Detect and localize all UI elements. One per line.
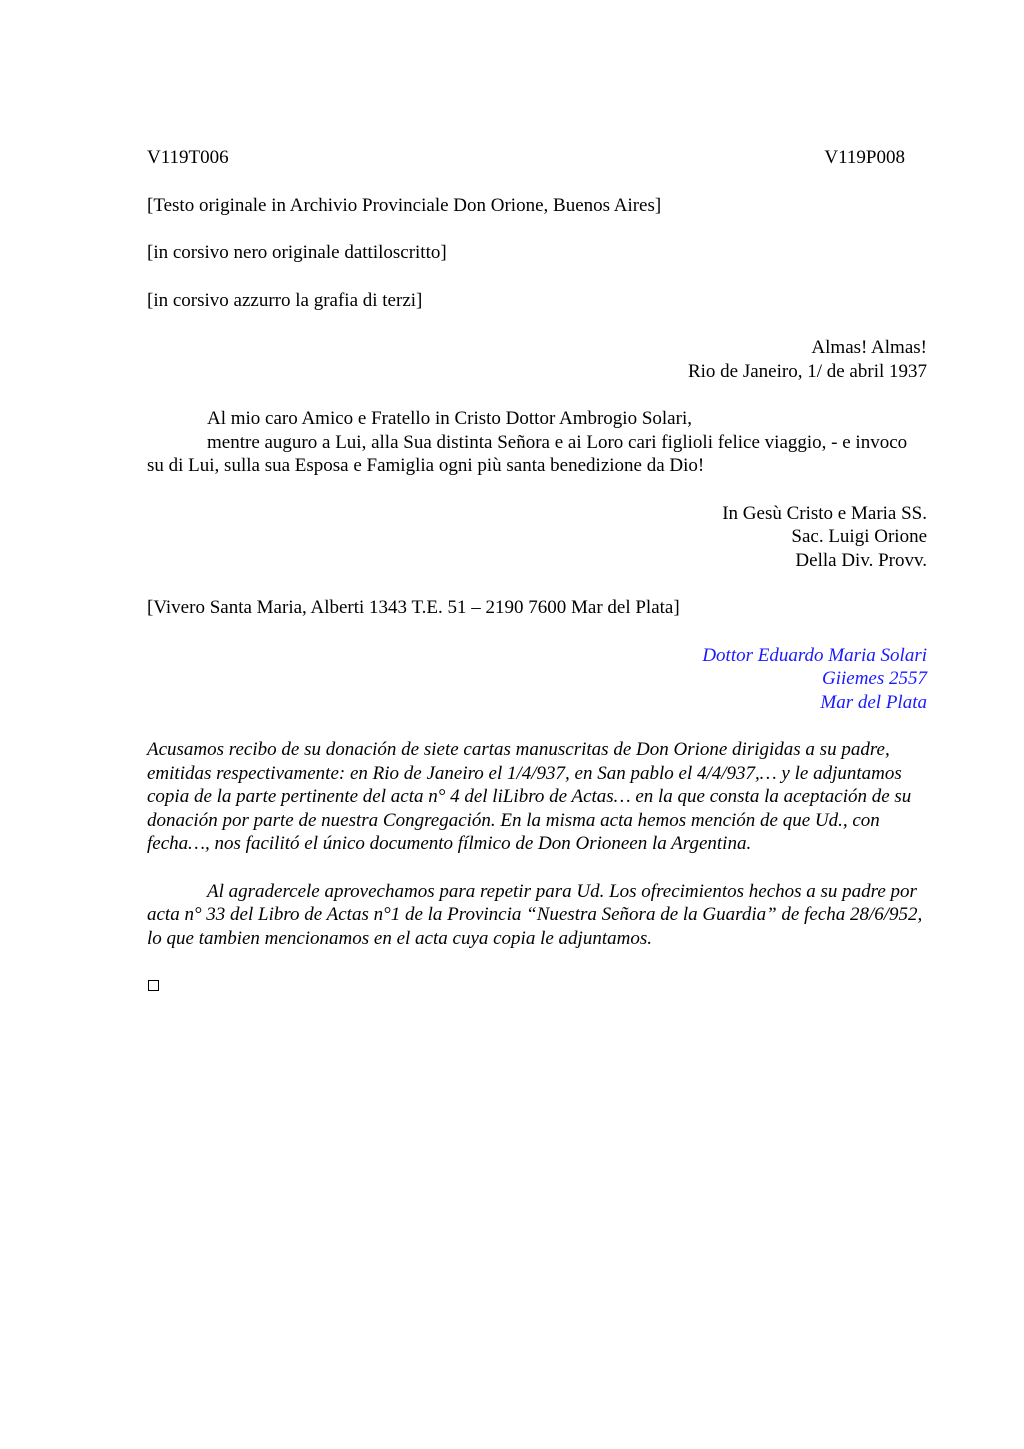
letter-body: mentre auguro a Lui, alla Sua distinta Señora e ai Loro cari figlioli felice viaggio, - e invoco su di Lui, sulla sua Esposa e Famiglia ogni più santa benedizione da Dio! — [147, 431, 908, 476]
letter-signature: Sac. Luigi Orione — [791, 526, 927, 547]
document-code-left: V119T006 — [147, 147, 229, 168]
document-header — [147, 146, 927, 170]
checkbox-icon — [148, 980, 159, 991]
reply-paragraph-1: Acusamos recibo de su donación de siete cartas manuscritas de Don Orione dirigidas a su padre, emitidas respectivamente: en Rio de Janeiro el 1/4/937, en San pablo el 4/4/937,… y le adjuntamos copia de la parte pertinente del acta n° 4 del liLibro de Actas… en la que consta la aceptación de su donación por parte de nuestra Congregación. En la misma acta hemos mención de que Ud., con fecha…, nos facilitó el único documento fílmico de Don Orioneen la Argentina. — [147, 739, 912, 854]
archive-note: [Testo originale in Archivio Provinciale Don Orione, Buenos Aires] — [147, 194, 662, 216]
document-content — [147, 146, 927, 998]
document-code-right: V119P008 — [824, 147, 905, 168]
blue-italic-note: [in corsivo azzurro la grafia di terzi] — [147, 289, 423, 311]
address-note: [Vivero Santa Maria, Alberti 1343 T.E. 51 – 2190 7600 Mar del Plata] — [147, 597, 680, 618]
recipient-name: Dottor Eduardo Maria Solari — [702, 644, 927, 666]
letter-closing: In Gesù Cristo e Maria SS. — [722, 502, 927, 524]
recipient-street: Giiemes 2557 — [821, 668, 927, 689]
letter-signature-title: Della Div. Provv. — [795, 549, 927, 571]
black-italic-note: [in corsivo nero originale dattiloscritto] — [147, 242, 447, 263]
letter-motto: Almas! Almas! — [811, 337, 927, 358]
reply-paragraph-2: Al agradercele aprovechamos para repetir para Ud. Los ofrecimientos hechos a su padre por acta n° 33 del Libro de Actas n°1 de la Provincia “Nuestra Señora de la Guardia” de fecha 28/6/952, lo que tambien mencionamos en el acta cuya copia le adjuntamos. — [147, 880, 923, 949]
checkbox-row — [147, 974, 927, 998]
letter-salutation: Al mio caro Amico e Fratello in Cristo Dottor Ambrogio Solari, — [207, 408, 692, 429]
recipient-city: Mar del Plata — [820, 691, 927, 713]
letter-place-date: Rio de Janeiro, 1/ de abril 1937 — [687, 360, 927, 382]
